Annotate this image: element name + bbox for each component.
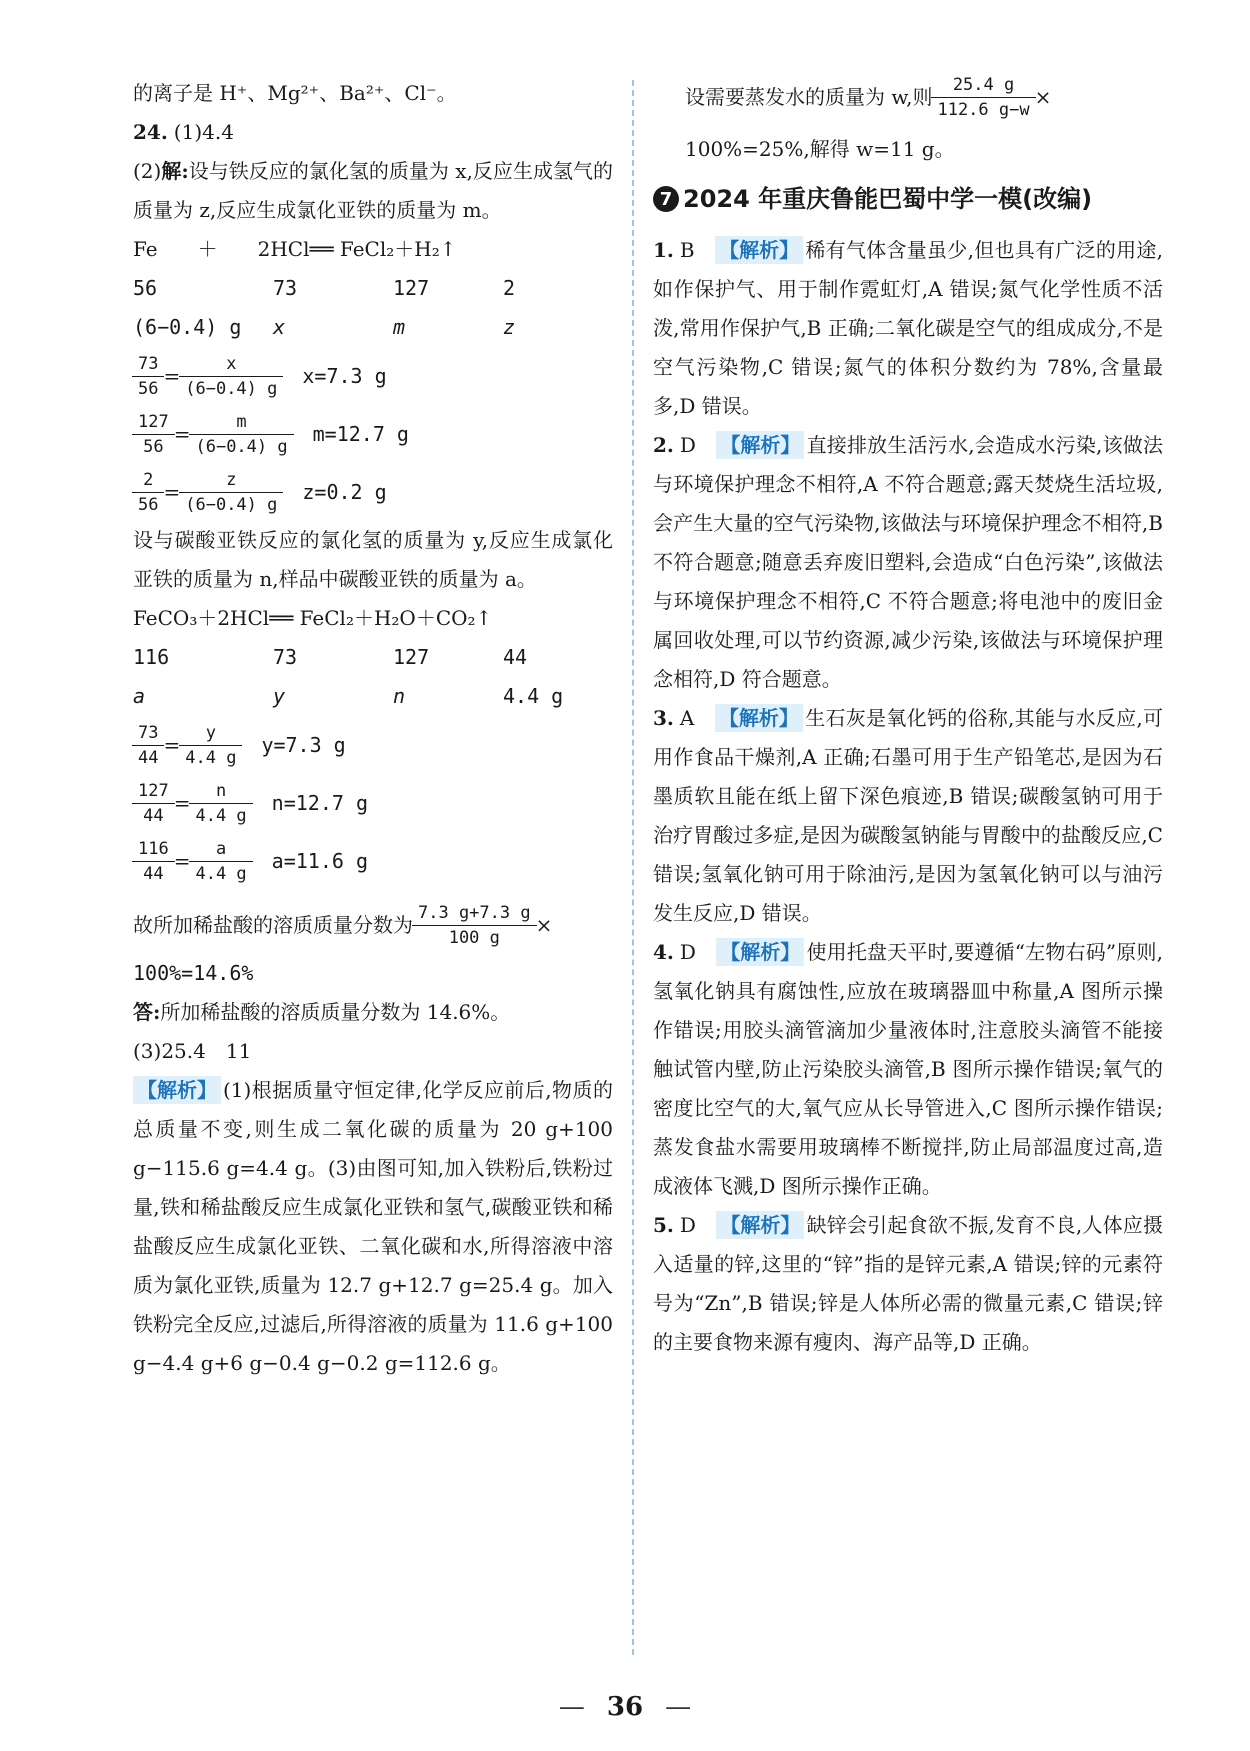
numerator: 25.4 g	[931, 73, 1035, 98]
times-sign: ×	[1034, 84, 1052, 109]
numerator: 116	[132, 837, 175, 862]
mass-fraction-line	[133, 896, 613, 954]
analysis-tag: 【解析】	[133, 1076, 221, 1104]
denominator: 56	[138, 378, 159, 399]
reaction-1-variables	[133, 308, 613, 347]
item-number: 5.	[653, 1213, 674, 1237]
mass-cell: 127	[393, 645, 430, 669]
section-number-badge: 7	[653, 186, 679, 212]
item-text: 稀有气体含量虽少,但也具有广泛的用途,如作保护气、用于制作霓虹灯,A 错误;氮气化学性质不活泼,常用作保护气,B 正确;二氧化碳是空气的组成成分,不是空气污染物,C 错误;氮气的体积分数约为 78%,含量最多,D 错误。	[653, 238, 1164, 418]
item-text: 使用托盘天平时,要遵循“左物右码”原则,氢氧化钠具有腐蚀性,应放在玻璃器皿中称量,A 图所示操作错误;用胶头滴管滴加少量液体时,注意胶头滴管不能接触试管内壁,防止污染胶头滴管,B 图所示操作错误;氧气的密度比空气的大,氧气应从长导管进入,C 图所示操作错误;蒸发食盐水需要用玻璃棒不断搅拌,防止局部温度过高,造成液体飞溅,D 图所示操作正确。	[653, 940, 1163, 1198]
analysis-tag: 【解析】	[716, 938, 804, 966]
fraction	[182, 352, 280, 401]
denominator: (6−0.4) g	[195, 436, 288, 457]
reaction-1-masses	[133, 269, 613, 308]
evaporation-text: 设需要蒸发水的质量为 w,则	[685, 84, 933, 109]
proportion-6: $\frac{116}{44}$ = $\frac{a}{4.4 g}$ a=11.6 g	[133, 832, 613, 890]
fraction	[135, 837, 172, 886]
list-item	[653, 933, 1163, 1206]
item-number: 4.	[653, 940, 674, 964]
solution-label: 解:	[161, 159, 189, 183]
analysis-paragraph	[133, 1071, 613, 1383]
question-number: 24.	[133, 120, 168, 144]
var-cell: n	[393, 684, 406, 708]
answer-label: 答:	[133, 1000, 161, 1024]
item-number: 2.	[653, 433, 674, 457]
answer-text: 所加稀盐酸的溶质质量分数为 14.6%。	[160, 1000, 511, 1024]
numerator: y	[179, 721, 242, 746]
var-cell: a	[133, 684, 146, 708]
var-cell: 4.4 g	[503, 684, 564, 708]
denominator: 4.4 g	[185, 747, 237, 768]
q24-part2-intro	[133, 152, 613, 230]
fraction	[192, 837, 249, 886]
fraction	[135, 779, 172, 828]
times-sign: ×	[535, 912, 553, 937]
page-number: 36	[606, 1692, 644, 1722]
item-number: 3.	[653, 706, 674, 730]
denominator: 4.4 g	[195, 863, 247, 884]
mass-cell: 73	[273, 645, 298, 669]
item-answer: D	[679, 433, 696, 457]
q24-part3: (3)25.4 11	[133, 1039, 252, 1063]
mass-cell: 73	[273, 276, 298, 300]
denominator: 4.4 g	[195, 805, 247, 826]
result: y=7.3 g	[261, 732, 346, 757]
denominator: 44	[143, 805, 164, 826]
footer-dash: —	[558, 1692, 585, 1722]
numerator: 127	[132, 410, 175, 435]
reaction-2-masses	[133, 638, 613, 677]
evaporation-line	[653, 68, 1163, 126]
analysis-tag: 【解析】	[716, 1211, 804, 1239]
fraction	[135, 468, 161, 517]
item-text: 缺锌会引起食欲不振,发育不良,人体应摄入适量的锌,这里的“锌”指的是锌元素,A 错误;锌的元素符号为“Zn”,B 错误;锌是人体所必需的微量元素,C 错误;锌的主要食物来源有瘦肉、海产品等,D 正确。	[653, 1213, 1164, 1354]
result: x=7.3 g	[302, 363, 387, 388]
item-text: 直接排放生活污水,会造成水污染,该做法与环境保护理念不相符,A 不符合题意;露天焚烧生活垃圾,会产生大量的空气污染物,该做法与环境保护理念不相符,B 不符合题意;随意丢弃废旧塑料,会造成“白色污染”,该做法与环境保护理念不相符,C 不符合题意;将电池中的废旧金属回收处理,可以节约资源,减少污染,该做法与环境保护理念相符,D 符合题意。	[653, 433, 1164, 691]
numerator: 127	[132, 779, 175, 804]
ions-line: 的离子是 H⁺、Mg²⁺、Ba²⁺、Cl⁻。	[133, 81, 457, 105]
proportion-1: $\frac{73}{56}$ = $\frac{x}{(6-0.4) g}$ x=7.3 g	[133, 347, 613, 405]
mass-cell: 116	[133, 645, 170, 669]
numerator: x	[179, 352, 283, 377]
proportion-5: $\frac{127}{44}$ = $\frac{n}{4.4 g}$ n=12.7 g	[133, 774, 613, 832]
mass-cell: 127	[393, 276, 430, 300]
var-cell: m	[393, 315, 406, 339]
denominator: 44	[143, 863, 164, 884]
column-divider	[632, 80, 634, 1655]
fraction	[135, 410, 172, 459]
numerator: m	[189, 410, 293, 435]
numerator: 7.3 g+7.3 g	[412, 901, 537, 926]
numerator: 2	[132, 468, 164, 493]
denominator: 100 g	[448, 927, 500, 948]
item-answer: B	[679, 238, 695, 262]
list-item	[653, 699, 1163, 933]
denominator: 56	[143, 436, 164, 457]
left-column	[133, 74, 613, 1383]
numerator: z	[179, 468, 283, 493]
numerator: 73	[132, 721, 164, 746]
numerator: n	[189, 779, 252, 804]
fraction	[415, 901, 534, 950]
item-answer: A	[679, 706, 695, 730]
item-answer: D	[679, 1213, 696, 1237]
list-item	[653, 231, 1163, 426]
reaction-equation-2: FeCO₃＋2HCl══ FeCl₂＋H₂O＋CO₂↑	[133, 606, 493, 630]
mass-cell: 2	[503, 276, 516, 300]
var-cell: y	[273, 684, 286, 708]
mass-fraction-result: 100%=14.6%	[133, 961, 254, 985]
page-footer	[0, 1692, 1250, 1722]
item-number: 1.	[653, 238, 674, 262]
list-item	[653, 1206, 1163, 1362]
analysis-tag: 【解析】	[716, 431, 804, 459]
result: n=12.7 g	[271, 790, 368, 815]
proportion-4: $\frac{73}{44}$ = $\frac{y}{4.4 g}$ y=7.3 g	[133, 716, 613, 774]
mass-fraction-text: 故所加稀盐酸的溶质质量分数为	[133, 912, 413, 937]
fraction	[135, 721, 161, 770]
evaporation-result: 100%=25%,解得 w=11 g。	[685, 137, 955, 161]
item-text: 生石灰是氧化钙的俗称,其能与水反应,可用作食品干燥剂,A 正确;石墨可用于生产铅笔芯,是因为石墨质软且能在纸上留下深色痕迹,B 错误;碳酸氢钠可用于治疗胃酸过多症,是因为碳酸氢钠能与胃酸中的盐酸反应,C 错误;氢氧化钠可用于除油污,是因为氢氧化钠可以与油污发生反应,D 错误。	[653, 706, 1164, 925]
numerator: a	[189, 837, 252, 862]
fraction	[192, 410, 290, 459]
mass-cell: 56	[133, 276, 158, 300]
section-title-text: 2024 年重庆鲁能巴蜀中学一模(改编)	[683, 184, 1093, 213]
proportion-2: $\frac{127}{56}$ = $\frac{m}{(6-0.4) g}$ m=12.7 g	[133, 405, 613, 463]
denominator: (6−0.4) g	[185, 378, 278, 399]
denominator: 56	[138, 494, 159, 515]
fraction	[192, 779, 249, 828]
q24-part2-label: (2)	[133, 159, 162, 183]
result: a=11.6 g	[271, 848, 368, 873]
analysis-text: (1)根据质量守恒定律,化学反应前后,物质的总质量不变,则生成二氧化碳的质量为 20 g+100 g−115.6 g=4.4 g。(3)由图可知,加入铁粉后,铁粉过量,铁和稀盐酸反应生成氯化亚铁和氢气,碳酸亚铁和稀盐酸反应生成氯化亚铁、二氧化碳和水,所得溶液中溶质为氯化亚铁,质量为 12.7 g+12.7 g=25.4 g。加入铁粉完全反应,过滤后,所得溶液的质量为 11.6 g+100 g−4.4 g+6 g−0.4 g−0.2 g=112.6 g。	[133, 1078, 613, 1375]
analysis-tag: 【解析】	[715, 704, 803, 732]
denominator: 112.6 g−w	[937, 99, 1030, 120]
footer-dash: —	[665, 1692, 692, 1722]
q24-part1	[133, 113, 613, 152]
setup-paragraph-2: 设与碳酸亚铁反应的氯化氢的质量为 y,反应生成氯化亚铁的质量为 n,样品中碳酸亚铁的质量为 a。	[133, 528, 613, 591]
fraction	[135, 352, 161, 401]
denominator: (6−0.4) g	[185, 494, 278, 515]
mass-cell: 44	[503, 645, 528, 669]
right-column	[653, 68, 1163, 1362]
denominator: 44	[138, 747, 159, 768]
var-cell: (6−0.4) g	[133, 315, 242, 339]
analysis-tag: 【解析】	[715, 236, 803, 264]
result: z=0.2 g	[302, 479, 387, 504]
reaction-equation-1: Fe ＋ 2HCl══ FeCl₂＋H₂↑	[133, 237, 457, 261]
answer-line	[133, 993, 613, 1032]
q24-part2-text: 设与铁反应的氯化氢的质量为 x,反应生成氢气的质量为 z,反应生成氯化亚铁的质量为 m。	[133, 159, 613, 222]
section-title	[653, 169, 1163, 229]
result: m=12.7 g	[312, 421, 409, 446]
proportion-3: $\frac{2}{56}$ = $\frac{z}{(6-0.4) g}$ z=0.2 g	[133, 463, 613, 521]
fraction	[182, 468, 280, 517]
fraction	[182, 721, 239, 770]
list-item	[653, 426, 1163, 699]
reaction-2-variables	[133, 677, 613, 716]
numerator: 73	[132, 352, 164, 377]
item-answer: D	[679, 940, 696, 964]
q24-answer-1: (1)4.4	[173, 120, 234, 144]
var-cell: z	[503, 315, 516, 339]
var-cell: x	[273, 315, 286, 339]
fraction	[934, 73, 1032, 122]
